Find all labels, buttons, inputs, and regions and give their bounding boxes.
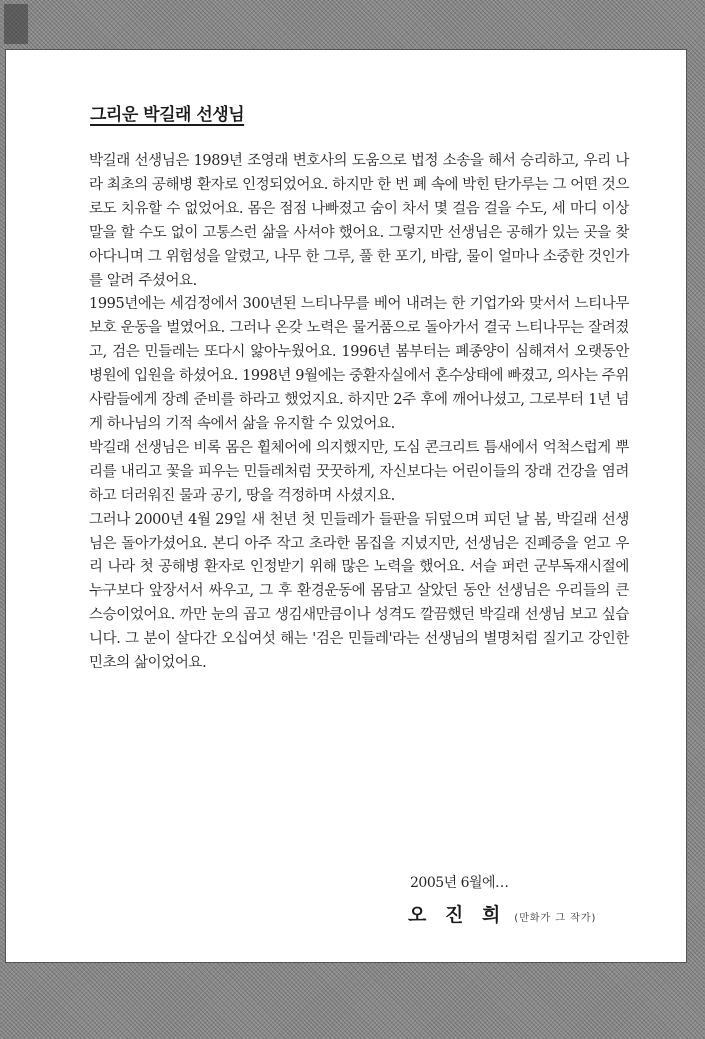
scan-edge-shadow <box>4 4 28 44</box>
body-paragraph-2: 1995년에는 세검정에서 300년된 느티나무를 베어 내려는 한 기업가와 맞서서 느티나무 보호 운동을 벌였어요. 그러나 온갖 노력은 물거품으로 돌아가서 결국 느티나무는 잘려졌고, 검은 민들레는 또다시 앓아누웠어요. 1996년 봄부터는 폐종양이 심해져서 오랫동안 병원에 입원을 하셨어요. 1998년 9월에는 중환자실에서 혼수상태에 빠졌고, 의사는 주위 사람들에게 장례 준비를 하라고 했었지요. 하지만 2주 후에 깨어나셨고, 그로부터 1년 넘게 하나님의 기적 속에서 삶을 유지할 수 있었어요. <box>89 296 629 432</box>
body-paragraph-1: 박길래 선생님은 1989년 조영래 변호사의 도움으로 법정 소송을 해서 승리하고, 우리 나라 최초의 공해병 환자로 인정되었어요. 하지만 한 번 폐 속에 박힌 탄가루는 그 어떤 것으로도 치유할 수 없었어요. 몸은 점점 나빠졌고 숨이 차서 몇 걸음 걸을 수도, 세 마디 이상 말을 할 수도 없이 고통스런 삶을 사셔야 했어요. 그렇지만 선생님은 공해가 있는 곳을 찾아다니며 그 위험성을 알렸고, 나무 한 그루, 풀 한 포기, 바람, 물이 얼마나 소중한 것인가를 알려 주셨어요. <box>89 153 629 289</box>
signature-name: 오 진 희 <box>408 904 507 926</box>
body-paragraph-3: 박길래 선생님은 비록 몸은 휠체어에 의지했지만, 도심 콘크리트 틈새에서 억척스럽게 뿌리를 내리고 꽃을 피우는 민들레처럼 꿋꿋하게, 자신보다는 어린이들의 장래 건강을 염려하고 더러워진 물과 공기, 땅을 걱정하며 사셨지요. <box>89 439 629 504</box>
body-paragraph-4: 그러나 2000년 4월 29일 새 천년 첫 민들레가 들판을 뒤덮으며 피던 날 봄, 박길래 선생님은 돌아가셨어요. 본디 아주 작고 초라한 몸집을 지녔지만, 선생님은 진폐증을 얻고 우리 나라 첫 공해병 환자로 인정받기 위해 많은 노력을 했어요. 서슬 퍼런 군부독재시절에 누구보다 앞장서서 싸우고, 그 후 환경운동에 몸담고 살았던 동안 선생님은 우리들의 큰 스승이었어요. 까만 눈의 곱고 생김새만큼이나 성격도 깔끔했던 박길래 선생님 보고 싶습니다. 그 분이 살다간 오십여섯 해는 '검은 민들레'라는 선생님의 별명처럼 질기고 강인한 민초의 삶이었어요. <box>89 511 629 672</box>
signature <box>408 900 596 927</box>
document-body <box>89 150 629 676</box>
signature-role: (만화가 그 작가) <box>514 913 597 924</box>
document-title: 그리운 박길래 선생님 <box>90 105 245 125</box>
date-line: 2005년 6월에… <box>410 875 509 891</box>
